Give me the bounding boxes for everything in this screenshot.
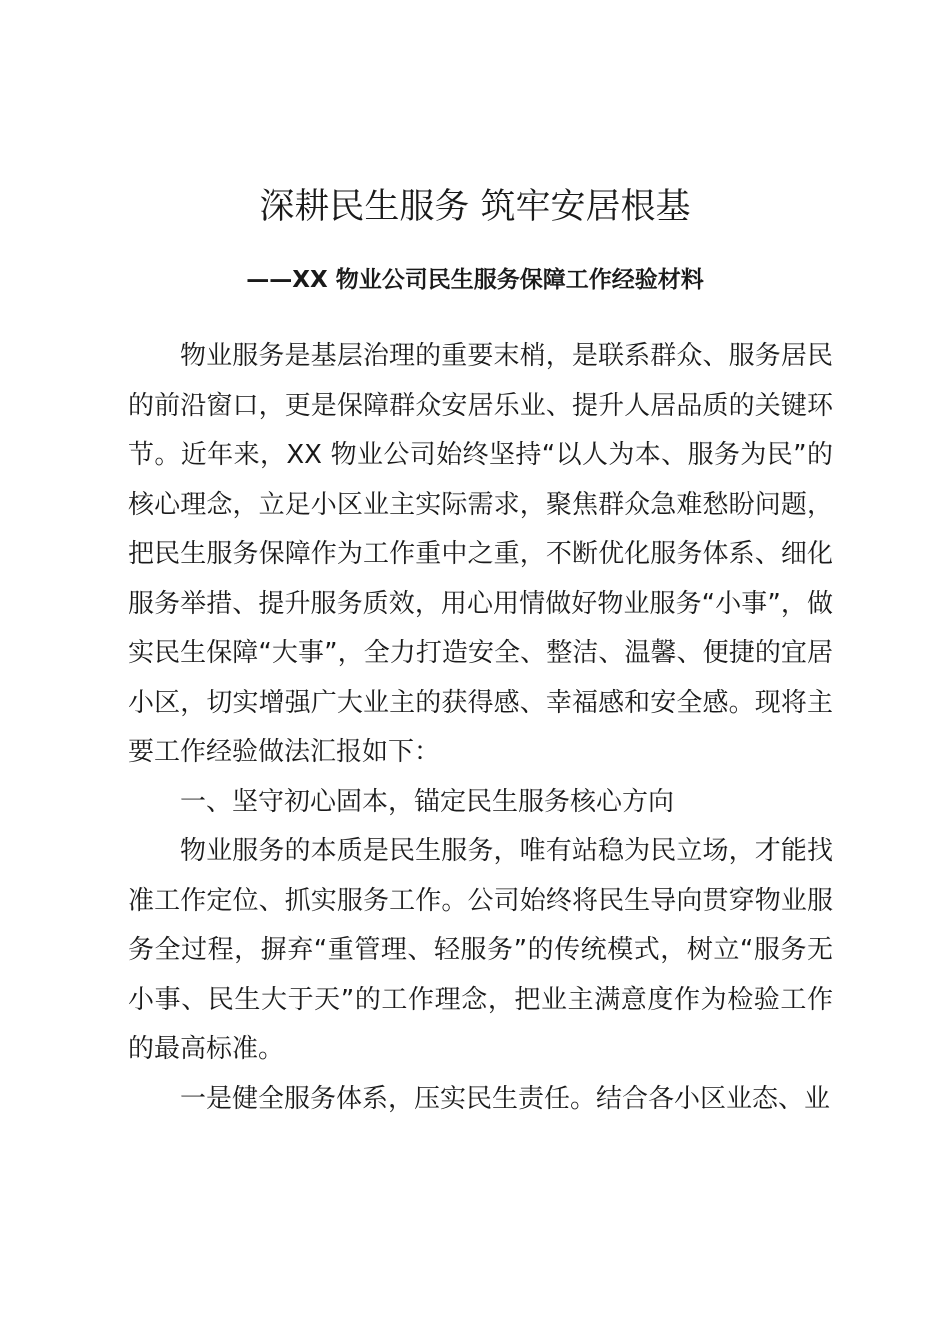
section-1-point-1-paragraph: 一是健全服务体系，压实民生责任。结合各小区业态、业	[180, 1083, 831, 1114]
section-1-paragraph: 物业服务的本质是民生服务，唯有站稳为民立场，才能找准工作定位、抓实服务工作。公司始终将民生导向贯穿物业服务全过程，摒弃“重管理、轻服务”的传统模式，树立“服务无小事、民生大于天”的工作理念，把业主满意度作为检验工作的最高标准。	[128, 836, 833, 1064]
intro-paragraph: 物业服务是基层治理的重要末梢，是联系群众、服务居民的前沿窗口，更是保障群众安居乐业、提升人居品质的关键环节。近年来，XX 物业公司始终坚持“以人为本、服务为民”的核心理念，立足小区业主实际需求，聚焦群众急难愁盼问题，把民生服务保障作为工作重中之重，不断优化服务体系、细化服务举措、提升服务质效，用心用情做好物业服务“小事”，做实民生保障“大事”，全力打造安全、整洁、温馨、便捷的宜居小区，切实增强广大业主的获得感、幸福感和安全感。现将主要工作经验做法汇报如下：	[128, 341, 833, 767]
document-body	[128, 332, 833, 1124]
section-heading-1: 一、坚守初心固本，锚定民生服务核心方向	[180, 786, 675, 817]
document-title: 深耕民生服务 筑牢安居根基	[259, 187, 691, 227]
document-subtitle: ——XX 物业公司民生服务保障工作经验材料	[246, 267, 704, 293]
